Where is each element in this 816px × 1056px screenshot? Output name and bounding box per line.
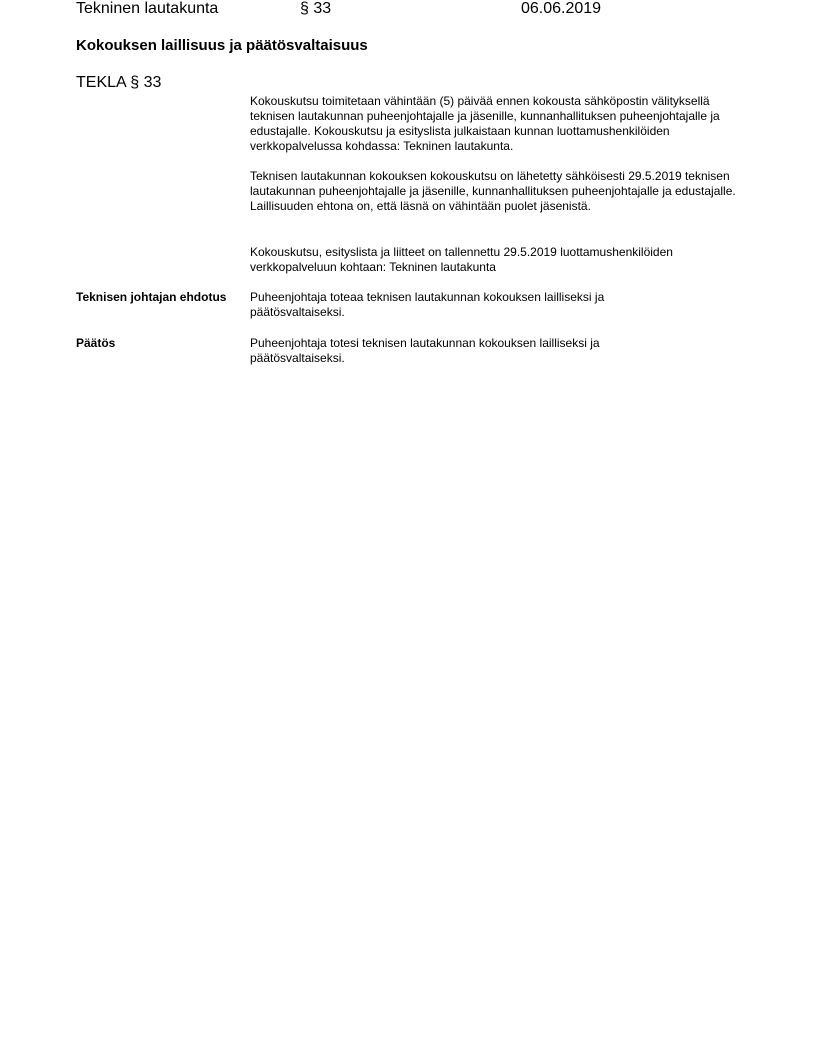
item-reference: TEKLA § 33 xyxy=(76,74,162,91)
decision-text: Puheenjohtaja totesi teknisen lautakunnan kokouksen lailliseksi ja päätösvaltaiseksi. xyxy=(250,336,600,365)
body-paragraph: Kokouskutsu, esityslista ja liitteet on tallennettu 29.5.2019 luottamushenkilöiden verkkopalveluun kohtaan: Tekninen lautakunta xyxy=(250,245,673,274)
proposal-label: Teknisen johtajan ehdotus xyxy=(76,290,227,304)
header-meeting-date: 06.06.2019 xyxy=(521,0,602,17)
decision-label: Päätös xyxy=(76,336,116,350)
header-committee-name: Tekninen lautakunta xyxy=(76,0,219,17)
header-section-number: § 33 xyxy=(300,0,332,17)
body-paragraph: Kokouskutsu toimitetaan vähintään (5) päivää ennen kokousta sähköpostin välityksellä teknisen lautakunnan puheenjohtajalle ja jäsenille, kunnanhallituksen puheenjohtajalle ja edustajalle. Kokouskutsu ja esityslista julkaistaan kunnan luottamushenkilöiden verkkopalvelussa kohdassa: Tekninen lautakunta. xyxy=(250,94,720,153)
proposal-text: Puheenjohtaja toteaa teknisen lautakunnan kokouksen lailliseksi ja päätösvaltaiseksi. xyxy=(250,290,605,319)
item-title: Kokouksen laillisuus ja päätösvaltaisuus xyxy=(76,37,368,54)
body-paragraph: Teknisen lautakunnan kokouksen kokouskutsu on lähetetty sähköisesti 29.5.2019 teknisen lautakunnan puheenjohtajalle ja jäsenille, kunnanhallituksen puheenjohtajalle ja edustajalle. Laillisuuden ehtona on, että läsnä on vähintään puolet jäsenistä. xyxy=(250,169,736,213)
